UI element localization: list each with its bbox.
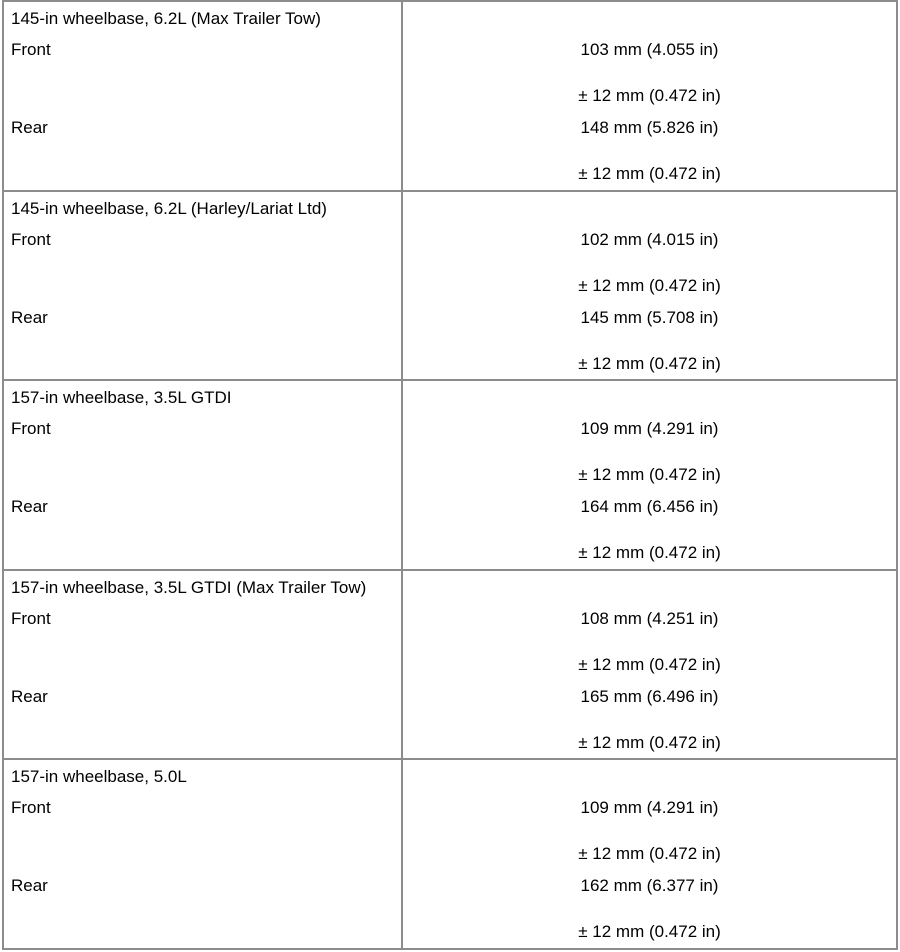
table-row bbox=[3, 191, 897, 381]
rear-tolerance: ± 12 mm (0.472 in) bbox=[578, 543, 721, 563]
configuration-title: 157-in wheelbase, 3.5L GTDI bbox=[11, 388, 232, 408]
rear-label: Rear bbox=[11, 118, 48, 137]
rear-tolerance: ± 12 mm (0.472 in) bbox=[578, 922, 721, 942]
rear-value: 165 mm (6.496 in) bbox=[580, 686, 719, 706]
table-row bbox=[3, 1, 897, 191]
configuration-title: 157-in wheelbase, 3.5L GTDI (Max Trailer Tow) bbox=[11, 577, 367, 597]
front-value: 109 mm (4.291 in) bbox=[580, 798, 719, 818]
front-tolerance: ± 12 mm (0.472 in) bbox=[578, 654, 721, 674]
front-label: Front bbox=[11, 40, 51, 59]
configuration-cell bbox=[3, 759, 402, 949]
measurement-cell bbox=[402, 380, 897, 570]
configuration-cell bbox=[3, 1, 402, 191]
front-value: 102 mm (4.015 in) bbox=[580, 229, 719, 249]
table-row bbox=[3, 380, 897, 570]
rear-value: 148 mm (5.826 in) bbox=[580, 118, 719, 137]
front-tolerance: ± 12 mm (0.472 in) bbox=[578, 844, 721, 864]
front-tolerance: ± 12 mm (0.472 in) bbox=[578, 465, 721, 485]
rear-label: Rear bbox=[11, 686, 48, 706]
rear-value: 145 mm (5.708 in) bbox=[580, 307, 719, 327]
table-row bbox=[3, 759, 897, 949]
rear-label: Rear bbox=[11, 497, 48, 517]
rear-tolerance: ± 12 mm (0.472 in) bbox=[578, 164, 721, 183]
configuration-cell bbox=[3, 191, 402, 381]
configuration-title: 145-in wheelbase, 6.2L (Harley/Lariat Ltd) bbox=[11, 198, 327, 218]
front-value: 108 mm (4.251 in) bbox=[580, 608, 719, 628]
measurement-cell bbox=[402, 570, 897, 760]
ride-height-spec-table bbox=[2, 0, 898, 950]
measurement-cell bbox=[402, 1, 897, 191]
front-tolerance: ± 12 mm (0.472 in) bbox=[578, 275, 721, 295]
rear-tolerance: ± 12 mm (0.472 in) bbox=[578, 732, 721, 752]
configuration-title: 145-in wheelbase, 6.2L (Max Trailer Tow) bbox=[11, 9, 321, 28]
front-value: 103 mm (4.055 in) bbox=[580, 40, 719, 59]
front-label: Front bbox=[11, 229, 51, 249]
measurement-cell bbox=[402, 191, 897, 381]
rear-value: 162 mm (6.377 in) bbox=[580, 876, 719, 896]
configuration-title: 157-in wheelbase, 5.0L bbox=[11, 767, 187, 787]
rear-tolerance: ± 12 mm (0.472 in) bbox=[578, 353, 721, 373]
rear-value: 164 mm (6.456 in) bbox=[580, 497, 719, 517]
measurement-cell bbox=[402, 759, 897, 949]
rear-label: Rear bbox=[11, 876, 48, 896]
rear-label: Rear bbox=[11, 307, 48, 327]
configuration-cell bbox=[3, 570, 402, 760]
front-label: Front bbox=[11, 419, 51, 439]
front-label: Front bbox=[11, 608, 51, 628]
table-row bbox=[3, 570, 897, 760]
front-value: 109 mm (4.291 in) bbox=[580, 419, 719, 439]
front-label: Front bbox=[11, 798, 51, 818]
front-tolerance: ± 12 mm (0.472 in) bbox=[578, 86, 721, 105]
configuration-cell bbox=[3, 380, 402, 570]
